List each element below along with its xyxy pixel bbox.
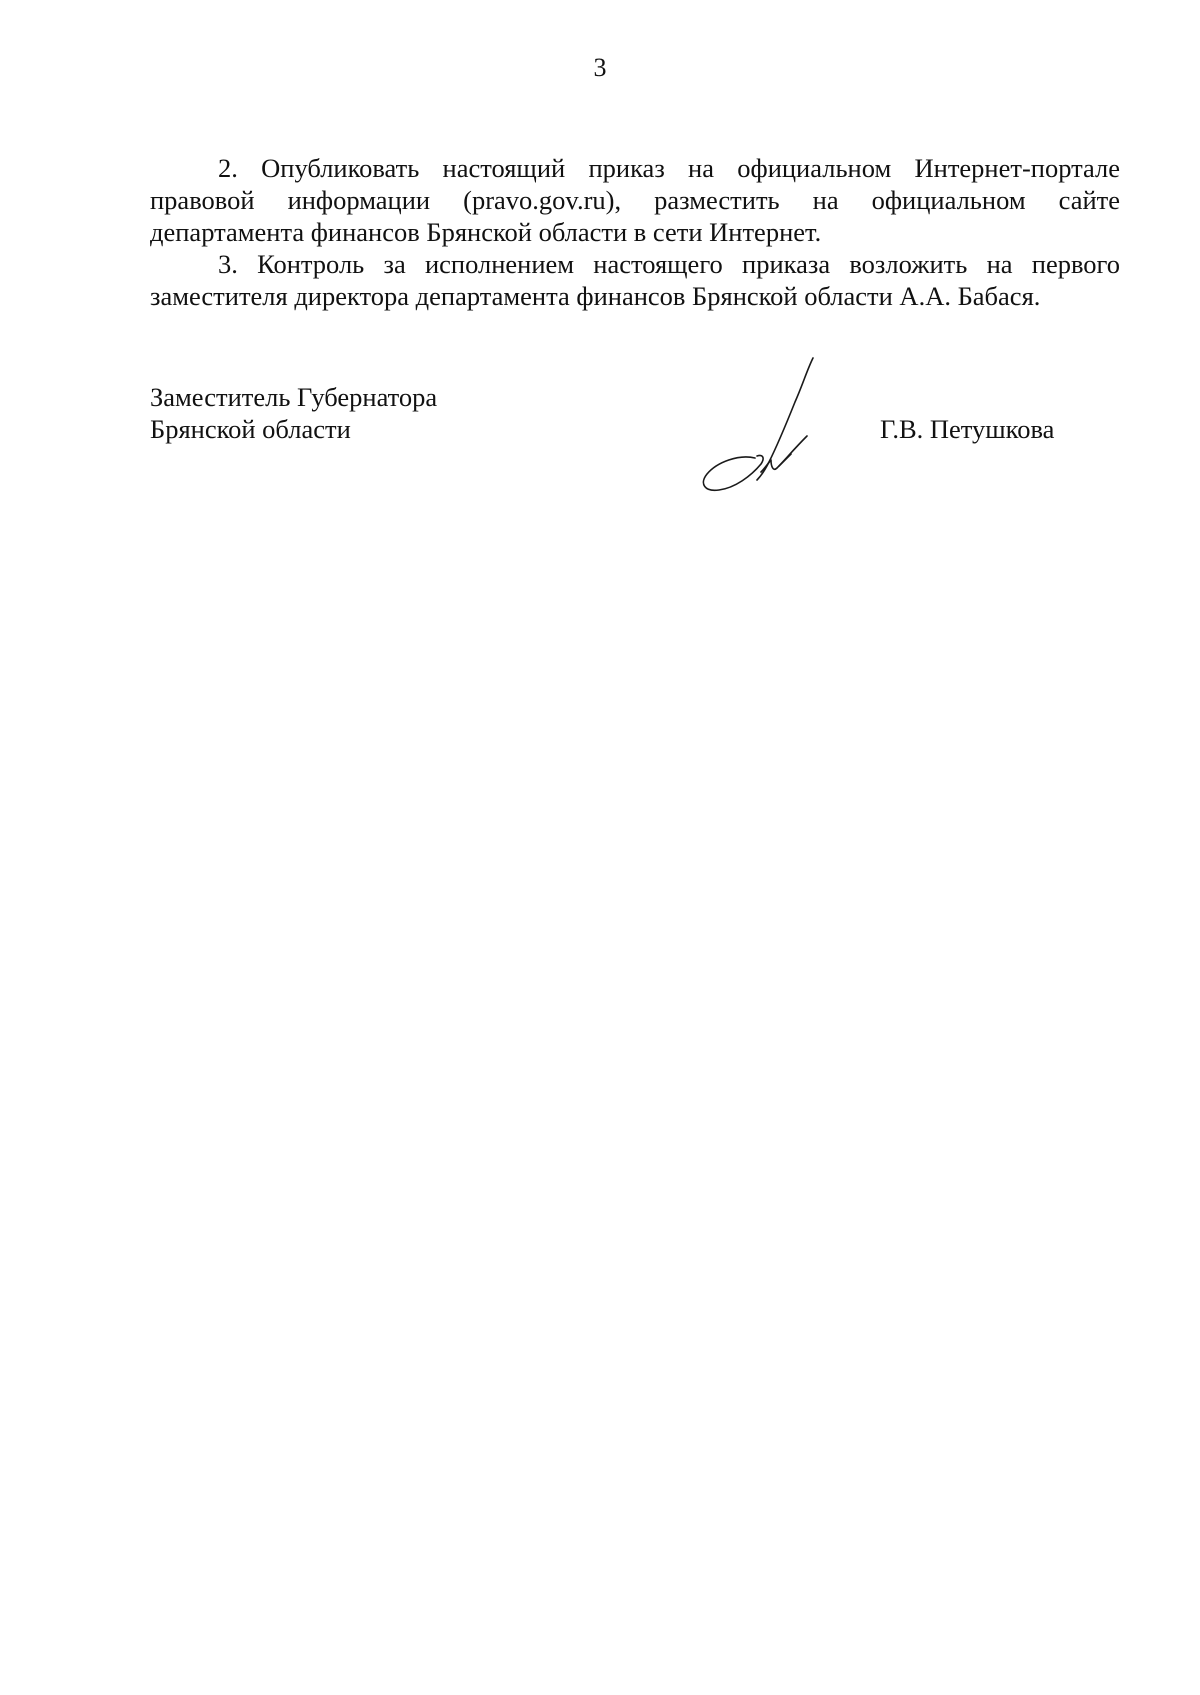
signatory-position-line2: Брянской области [150, 414, 351, 444]
signatory-name: Г.В. Петушкова [880, 414, 1055, 444]
paragraph-publication: 2. Опубликовать настоящий приказ на официальном Интернет-портале правовой информации (pravo.gov.ru), разместить на официальном сайте департамента финансов Брянской области в сети Интернет. [150, 153, 1120, 247]
page-number: 3 [593, 53, 607, 82]
document-body [150, 152, 1120, 312]
signatory-position [150, 381, 437, 445]
handwritten-signature [695, 350, 835, 500]
signatory-position-line1: Заместитель Губернатора [150, 382, 438, 412]
paragraph-control: 3. Контроль за исполнением настоящего приказа возложить на первого заместителя директора департамента финансов Брянской области А.А. Бабася. [150, 249, 1120, 311]
